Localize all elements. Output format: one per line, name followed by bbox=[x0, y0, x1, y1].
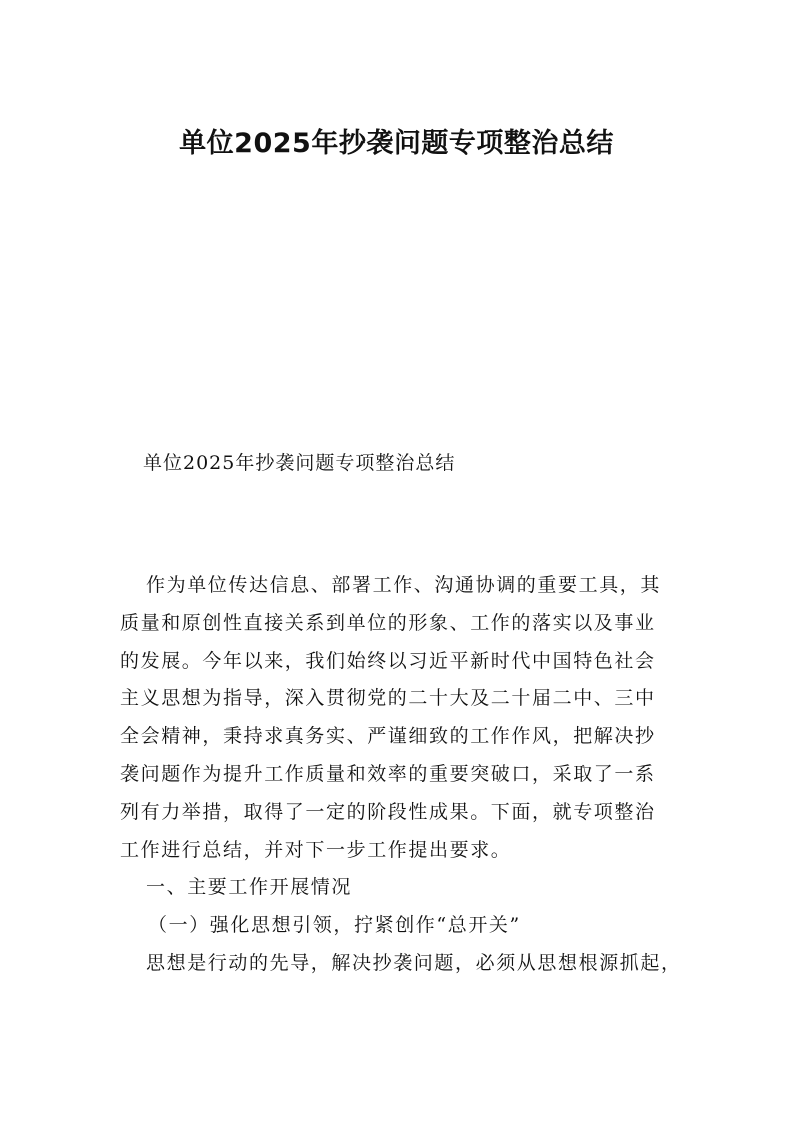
body-line: 质量和原创性直接关系到单位的形象、工作的落实以及事业 bbox=[120, 611, 656, 634]
body-line: 的发展。今年以来，我们始终以习近平新时代中国特色社会 bbox=[120, 649, 656, 672]
body-line: 袭问题作为提升工作质量和效率的重要突破口，采取了一系 bbox=[120, 762, 656, 785]
body-line: 主义思想为指导，深入贯彻党的二十大及二十届二中、三中 bbox=[120, 687, 656, 710]
body-line: 全会精神，秉持求真务实、严谨细致的工作作风，把解决抄 bbox=[120, 725, 656, 748]
body-line: 思想是行动的先导，解决抄袭问题，必须从思想根源抓起， bbox=[146, 951, 682, 974]
page-title: 单位2025年抄袭问题专项整治总结 bbox=[179, 128, 614, 159]
body-line: 工作进行总结，并对下一步工作提出要求。 bbox=[120, 838, 512, 861]
body-line: 列有力举措，取得了一定的阶段性成果。下面，就专项整治 bbox=[120, 800, 656, 823]
body-line: 作为单位传达信息、部署工作、沟通协调的重要工具，其 bbox=[146, 574, 662, 596]
subsection-heading: （一）强化思想引领，拧紧创作“总开关” bbox=[148, 914, 521, 937]
document-subtitle: 单位2025年抄袭问题专项整治总结 bbox=[143, 452, 456, 474]
section-heading: 一、主要工作开展情况 bbox=[146, 876, 353, 899]
document-body bbox=[120, 567, 680, 983]
